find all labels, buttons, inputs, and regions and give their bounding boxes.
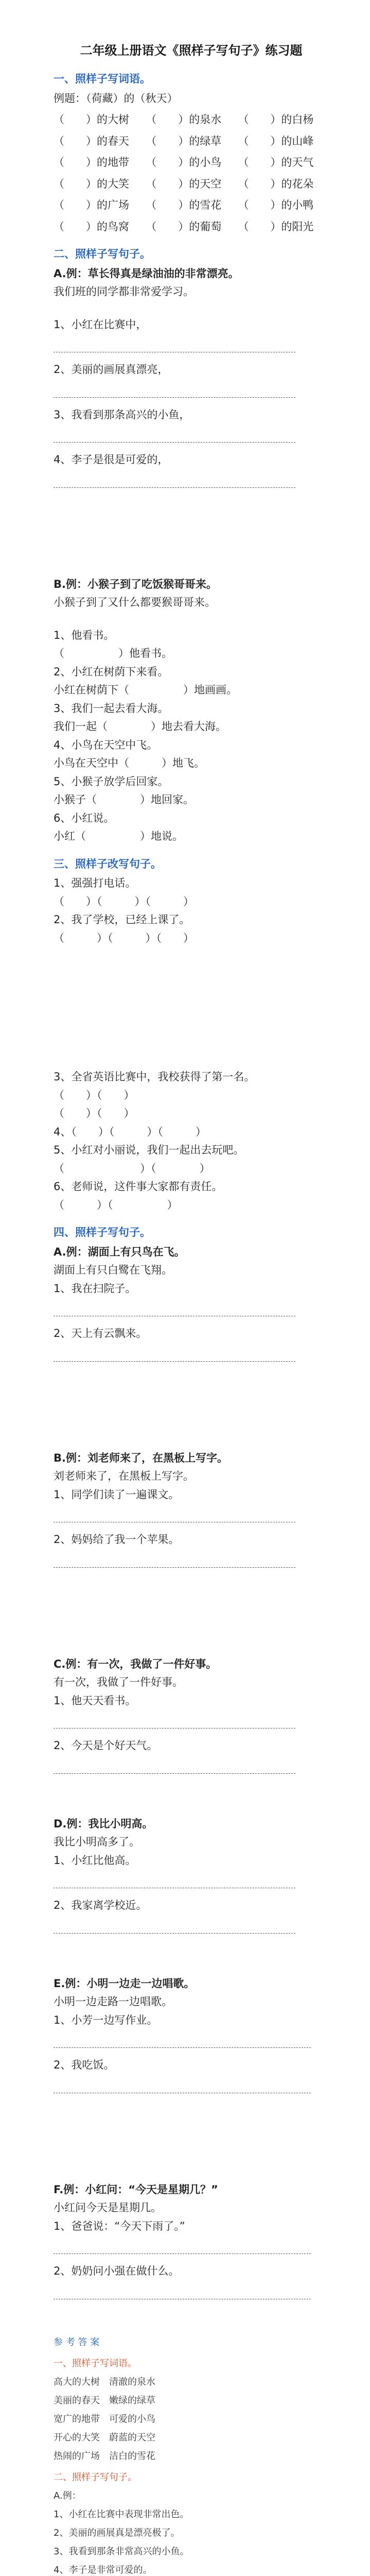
- answer-blank[interactable]: [54, 1552, 295, 1568]
- example-line: F.例：小红问：“今天是星期几？”: [54, 2183, 218, 2196]
- example-line: C.例：有一次，我做了一件好事。: [54, 1657, 217, 1670]
- answer-line: 2、美丽的画展真是漂亮极了。: [54, 2527, 180, 2538]
- answer-section-heading: 一、照样子写词语。: [54, 2358, 137, 2369]
- question-line: 1、小芳一边写作业。: [54, 2013, 158, 2026]
- question-line: 2、奶奶问小强在做什么。: [54, 2265, 180, 2277]
- question-line: 2、小红在树荫下来看。: [54, 665, 169, 678]
- answer-blank[interactable]: [54, 2078, 311, 2093]
- example-line: 刘老师来了，在黑板上写字。: [54, 1470, 194, 1482]
- question-line: 2、我家离学校近。: [54, 1899, 147, 1911]
- word-grid: [54, 112, 329, 235]
- question-line: 3、全省英语比赛中，我校获得了第一名。: [54, 1071, 255, 1083]
- answer-blank[interactable]: [54, 2284, 311, 2299]
- example-line: B.例：刘老师来了，在黑板上写字。: [54, 1451, 228, 1464]
- answer-blank[interactable]: [54, 382, 295, 398]
- word-cell: （ ）的广场: [54, 199, 129, 211]
- word-cell: （ ）的雪花: [146, 199, 222, 211]
- question-line: （ ）他看书。: [54, 647, 172, 659]
- question-line: 5、小猴子放学后回家。: [54, 775, 169, 788]
- question-line: 1、小红在比赛中，: [54, 318, 147, 331]
- question-line: 2、美丽的画展真漂亮，: [54, 363, 169, 376]
- question-line: 1、强强打电话。: [54, 877, 136, 889]
- answer-blank[interactable]: [54, 2239, 311, 2254]
- answer-blank[interactable]: [54, 427, 295, 443]
- question-line: 小猴子（ ）地回家。: [54, 793, 194, 806]
- question-line: 6、小红说。: [54, 811, 115, 824]
- word-row: [54, 133, 329, 150]
- word-cell: （ ）的白杨: [238, 113, 314, 126]
- word-row: [54, 219, 329, 235]
- answer-line: 开心的大笑 蔚蓝的天空: [54, 2432, 155, 2443]
- answer-key-title: 参 考 答 案: [54, 2336, 100, 2348]
- answer-line: 宽广的地带 可爱的小鸟: [54, 2413, 155, 2425]
- answer-line: 4、李子是非常可爱的。: [54, 2564, 152, 2575]
- word-cell: （ ）的天空: [146, 177, 222, 190]
- question-line: 4、李子是很是可爱的，: [54, 453, 169, 466]
- example-line: B.例：小猴子到了吃饭猴哥哥来。: [54, 578, 217, 590]
- answer-blank[interactable]: [54, 1758, 295, 1774]
- question-line: 2、妈妈给了我一个苹果。: [54, 1533, 180, 1546]
- question-line: 1、爸爸说：“今天下雨了。”: [54, 2219, 185, 2232]
- question-line: 小红在树荫下（ ）地画画。: [54, 684, 237, 696]
- example-line: A.例：草长得真是绿油油的非常漂亮。: [54, 267, 239, 280]
- word-cell: （ ）的小鸟: [146, 156, 222, 168]
- question-line: 3、我们一起去看大海。: [54, 702, 169, 715]
- word-cell: （ ）的鸟窝: [54, 220, 129, 233]
- example-line: 我们班的同学都非常爱学习。: [54, 285, 194, 298]
- section-3-heading: 三、照样子改写句子。: [54, 857, 162, 870]
- question-line: 2、今天是个好天气。: [54, 1739, 158, 1752]
- example-line: 小猴子到了又什么都要猴哥哥来。: [54, 596, 216, 608]
- answer-blank[interactable]: [54, 1918, 295, 1934]
- question-line: 5、小红对小丽说，我们一起出去玩吧。: [54, 1144, 244, 1156]
- example-line: 有一次，我做了一件好事。: [54, 1676, 183, 1688]
- question-line: 小红（ ）地说。: [54, 830, 183, 842]
- question-line: 1、我在扫院子。: [54, 1282, 136, 1295]
- word-cell: （ ）的花朵: [238, 177, 314, 190]
- example-line: 我比小明高多了。: [54, 1836, 140, 1848]
- answer-blank[interactable]: [54, 337, 295, 352]
- answer-blank[interactable]: [54, 1713, 295, 1728]
- word-row: [54, 155, 329, 171]
- example-line: 小红问今天是星期几。: [54, 2201, 162, 2214]
- word-cell: （ ）的葡萄: [146, 220, 222, 233]
- answer-line: 高大的大树 清澈的泉水: [54, 2376, 155, 2387]
- question-line: 1、同学们读了一遍课文。: [54, 1488, 180, 1501]
- example-line: A.例：湖面上有只鸟在飞。: [54, 1245, 185, 1258]
- word-cell: （ ）的天气: [238, 156, 314, 168]
- answer-blank[interactable]: [54, 1507, 295, 1522]
- answer-line: A.例：: [54, 2490, 81, 2501]
- question-line: 6、老师说，这件事大家都有责任。: [54, 1180, 223, 1193]
- word-row: [54, 197, 329, 214]
- word-cell: （ ）的小鸭: [238, 199, 314, 211]
- section-4-heading: 四、照样子写句子。: [54, 1226, 151, 1239]
- question-line: 2、天上有云飘来。: [54, 1327, 147, 1340]
- question-line: 我们一起（ ）地去看大海。: [54, 720, 226, 733]
- question-line: 1、小红比他高。: [54, 1854, 136, 1867]
- word-cell: （ ）的绿草: [146, 134, 222, 147]
- answer-line: 热闹的广场 洁白的雪花: [54, 2450, 155, 2462]
- answer-blank[interactable]: [54, 2032, 311, 2048]
- question-line: 2、我吃饭。: [54, 2059, 115, 2071]
- question-line: 4、小鸟在天空中飞。: [54, 738, 158, 751]
- section-1-example: 例题：（荷藏）的（秋天）: [54, 92, 178, 105]
- question-line: 小鸟在天空中（ ）地飞。: [54, 757, 205, 769]
- section-2-heading: 二、照样子写句子。: [54, 248, 151, 260]
- word-cell: （ ）的阳光: [238, 220, 314, 233]
- word-row: [54, 176, 329, 193]
- question-line: （ ）（ ）（ ）: [54, 931, 194, 944]
- example-line: D.例：我比小明高。: [54, 1817, 153, 1830]
- question-line: 4、（ ）（ ）（ ）: [54, 1125, 206, 1138]
- answer-line: 1、小红在比赛中表现非常出色。: [54, 2509, 189, 2520]
- word-cell: （ ）的春天: [54, 134, 129, 147]
- question-line: （ ）（ ）: [54, 1089, 135, 1101]
- answer-blank[interactable]: [54, 1873, 295, 1888]
- question-line: 1、他看书。: [54, 629, 115, 641]
- question-line: 3、我看到那条高兴的小鱼，: [54, 408, 190, 421]
- question-line: （ ）（ ）（ ）: [54, 895, 194, 908]
- example-line: E.例：小明一边走一边唱歌。: [54, 1977, 195, 1990]
- question-line: （ ）（ ）: [54, 1162, 210, 1175]
- word-row: [54, 112, 329, 128]
- word-cell: （ ）的大笑: [54, 177, 129, 190]
- answer-blank[interactable]: [54, 472, 295, 488]
- word-cell: （ ）的山峰: [238, 134, 314, 147]
- answer-section-heading: 二、照样子写句子。: [54, 2471, 137, 2483]
- example-line: 湖面上有只白鹭在飞翔。: [54, 1264, 172, 1276]
- answer-line: 3、我看到那条非常高兴的小鱼。: [54, 2546, 189, 2557]
- answer-line: 美丽的春天 嫩绿的绿草: [54, 2395, 155, 2406]
- question-line: 2、我了学校，已经上课了。: [54, 913, 190, 926]
- example-line: 小明一边走路一边唱歌。: [54, 1995, 172, 2008]
- answer-blank[interactable]: [54, 1301, 295, 1316]
- word-cell: （ ）的泉水: [146, 113, 222, 126]
- question-line: （ ）（ ）: [54, 1198, 178, 1211]
- question-line: （ ）（ ）: [54, 1107, 135, 1120]
- page-title: 二年级上册语文《照样子写句子》练习题: [80, 43, 303, 58]
- section-1-heading: 一、照样子写词语。: [54, 73, 151, 85]
- question-line: 1、他天天看书。: [54, 1694, 136, 1707]
- word-cell: （ ）的地带: [54, 156, 129, 168]
- answer-blank[interactable]: [54, 1346, 295, 1362]
- word-cell: （ ）的大树: [54, 113, 129, 126]
